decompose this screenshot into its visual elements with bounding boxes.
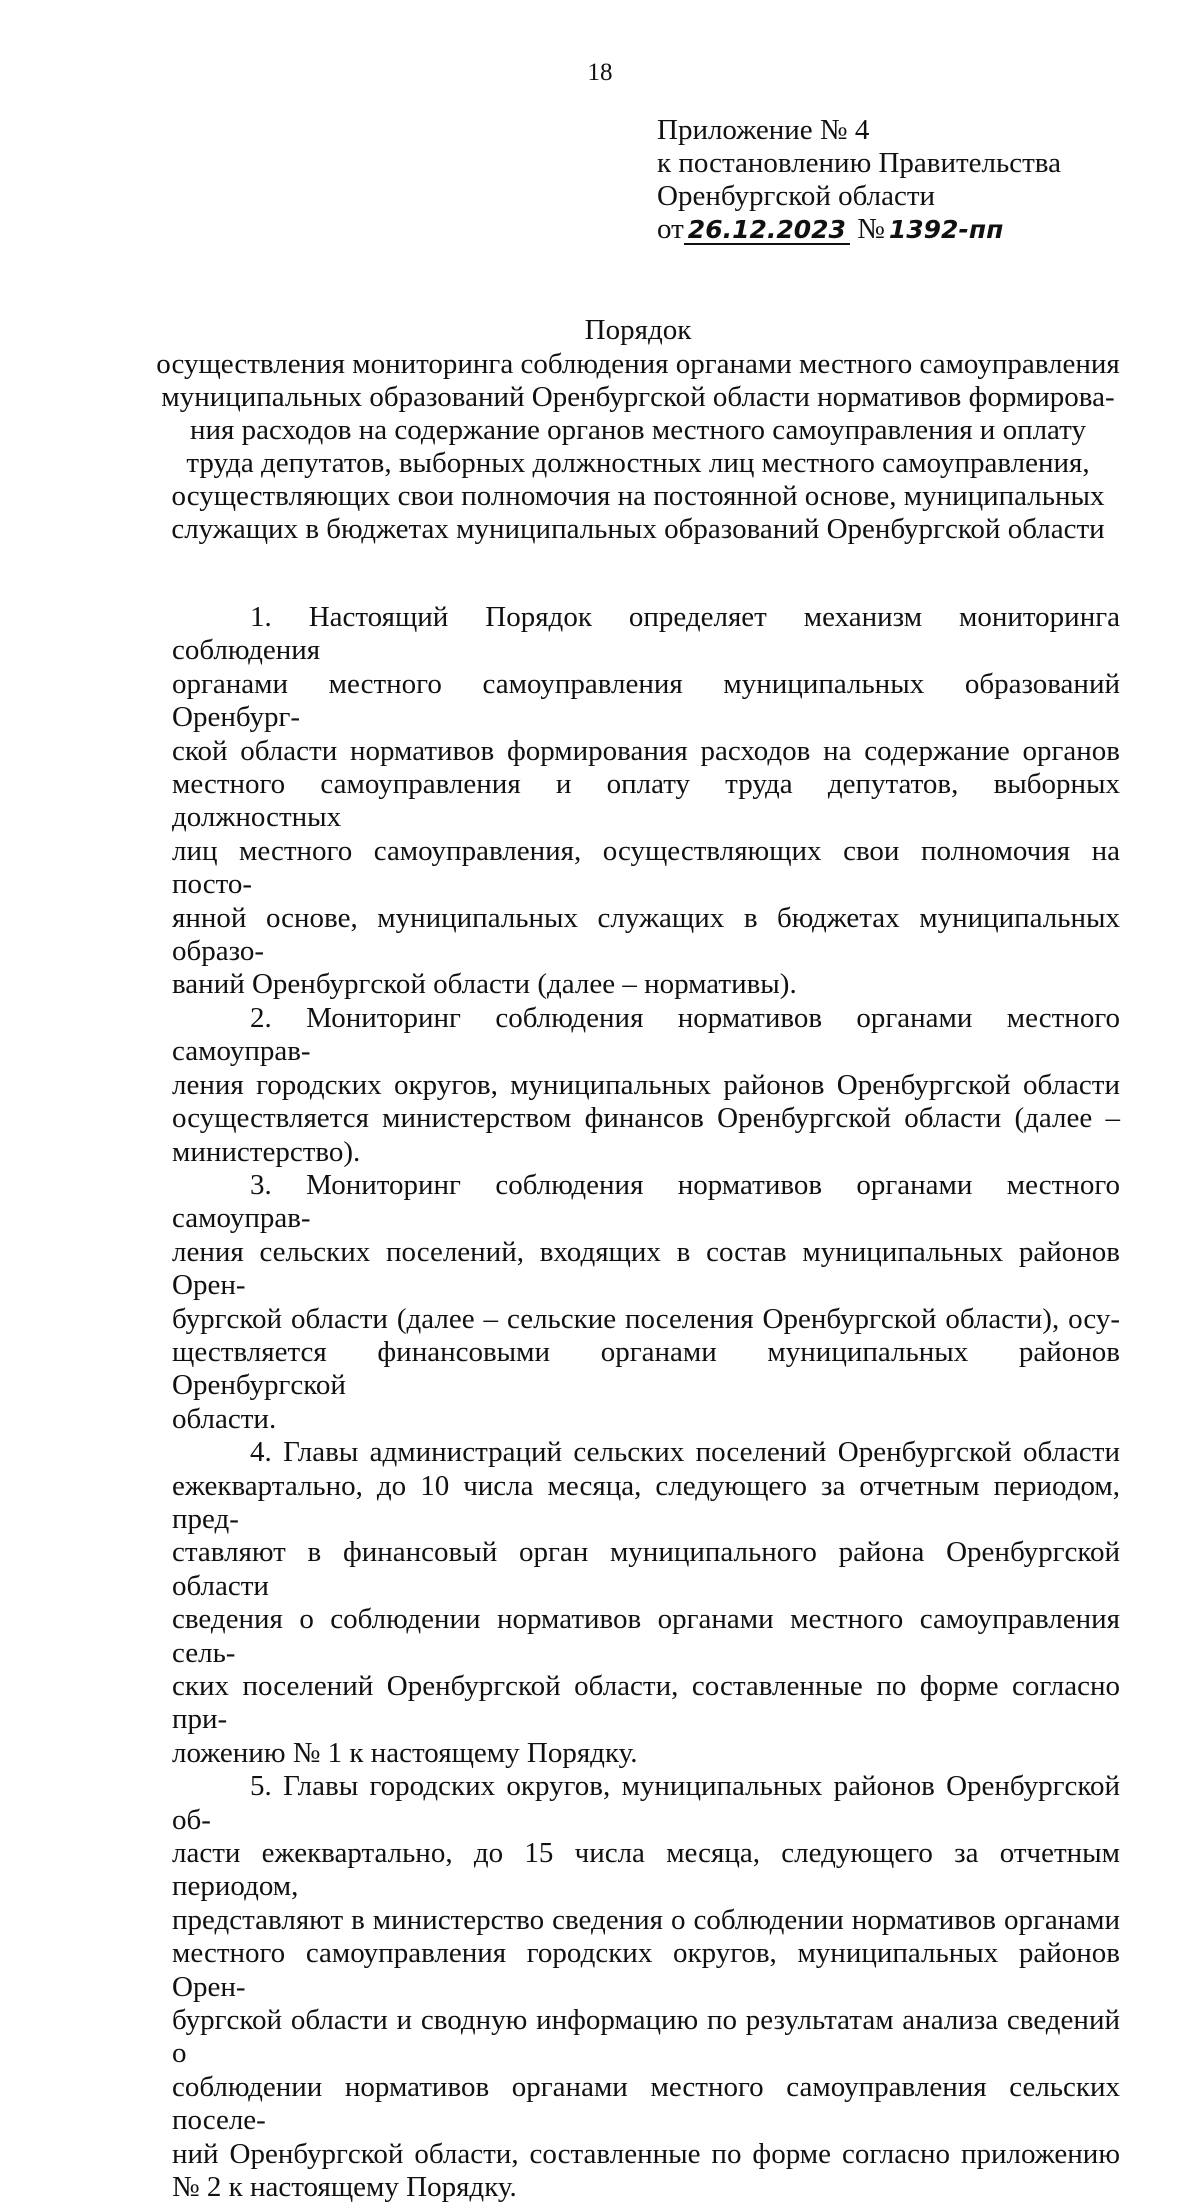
paragraph-line: осуществляется министерством финансов Оренбургской области (далее –: [172, 1102, 1120, 1135]
paragraph-line: ществляется финансовыми органами муниципальных районов Оренбургской: [172, 1335, 1120, 1402]
paragraph-line: ской области нормативов формирования расходов на содержание органов: [172, 734, 1120, 767]
paragraph-line: бургской области и сводную информацию по результатам анализа сведений о: [172, 2004, 1120, 2070]
paragraph-line: органами местного самоуправления муниципальных образований Оренбург-: [172, 667, 1120, 734]
paragraph-line: 5. Главы городских округов, муниципальных районов Оренбургской об-: [172, 1770, 1120, 1836]
number-prefix: №: [857, 213, 885, 245]
paragraph-1: [172, 601, 1120, 1002]
title-line: муниципальных образований Оренбургской области нормативов формирова-: [161, 381, 1115, 413]
title-heading: Порядок: [584, 314, 692, 346]
paragraph-line: местного самоуправления и оплату труда депутатов, выборных должностных: [172, 768, 1120, 834]
paragraph-line: ления сельских поселений, входящих в состав муниципальных районов Орен-: [172, 1235, 1120, 1302]
paragraph-line: 1. Настоящий Порядок определяет механизм мониторинга соблюдения: [172, 601, 1120, 667]
paragraph-line: местного самоуправления городских округов, муниципальных районов Орен-: [172, 1937, 1120, 2003]
paragraph-line: ний Оренбургской области, составленные по форме согласно приложению: [172, 2137, 1120, 2170]
handwritten-date: 26.12.2023: [684, 217, 850, 245]
paragraph-line: 2. Мониторинг соблюдения нормативов органами местного самоуправ-: [172, 1001, 1120, 1068]
paragraph-line: лиц местного самоуправления, осуществляющих свои полномочия на посто-: [172, 834, 1120, 901]
title-line: ния расходов на содержание органов местного самоуправления и оплату: [190, 414, 1086, 446]
paragraph-line: ваний Оренбургской области (далее – нормативы).: [172, 968, 797, 1001]
appendix-header: [657, 114, 1061, 246]
paragraph-line: министерство).: [172, 1135, 361, 1168]
paragraph-line: ложению № 1 к настоящему Порядку.: [172, 1736, 638, 1769]
title-line: осуществления мониторинга соблюдения органами местного самоуправления: [156, 348, 1120, 380]
paragraph-line: 3. Мониторинг соблюдения нормативов органами местного самоуправ-: [172, 1168, 1120, 1235]
paragraph-line: представляют в министерство сведения о соблюдении нормативов органами: [172, 1903, 1120, 1936]
document-body: [172, 601, 1120, 2205]
title-line: труда депутатов, выборных должностных лиц местного самоуправления,: [186, 447, 1090, 479]
appendix-date-line: [657, 213, 1061, 246]
paragraph-4: [172, 1436, 1120, 1770]
document-title: [150, 314, 1126, 546]
paragraph-line: № 2 к настоящему Порядку.: [172, 2171, 517, 2204]
paragraph-3: [172, 1169, 1120, 1436]
appendix-number: Приложение № 4: [657, 114, 870, 146]
appendix-region: Оренбургской области: [657, 180, 936, 212]
paragraph-line: области.: [172, 1402, 277, 1435]
title-line: служащих в бюджетах муниципальных образований Оренбургской области: [171, 513, 1105, 545]
paragraph-line: 4. Главы администраций сельских поселений Оренбургской области: [250, 1436, 1120, 1469]
date-prefix: от: [657, 213, 684, 245]
paragraph-line: ских поселений Оренбургской области, составленные по форме согласно при-: [172, 1670, 1120, 1736]
appendix-decree-ref: к постановлению Правительства: [657, 147, 1061, 179]
paragraph-line: ласти ежеквартально, до 15 числа месяца, следующего за отчетным периодом,: [172, 1837, 1120, 1903]
paragraph-2: [172, 1002, 1120, 1169]
paragraph-line: ежеквартально, до 10 числа месяца, следующего за отчетным периодом, пред-: [172, 1469, 1120, 1535]
paragraph-line: сведения о соблюдении нормативов органами местного самоуправления сель-: [172, 1603, 1120, 1669]
paragraph-line: ления городских округов, муниципальных районов Оренбургской области: [172, 1068, 1120, 1101]
paragraph-line: ставляют в финансовый орган муниципального района Оренбургской области: [172, 1536, 1120, 1602]
paragraph-line: янной основе, муниципальных служащих в бюджетах муниципальных образо-: [172, 901, 1120, 968]
handwritten-number: 1392-пп: [888, 215, 1004, 244]
paragraph-5: [172, 1770, 1120, 2204]
paragraph-line: соблюдении нормативов органами местного самоуправления сельских поселе-: [172, 2070, 1120, 2137]
page-number: 18: [587, 59, 613, 86]
title-line: осуществляющих свои полномочия на постоянной основе, муниципальных: [171, 480, 1105, 512]
paragraph-line: бургской области (далее – сельские поселения Оренбургской области), осу-: [172, 1302, 1120, 1335]
